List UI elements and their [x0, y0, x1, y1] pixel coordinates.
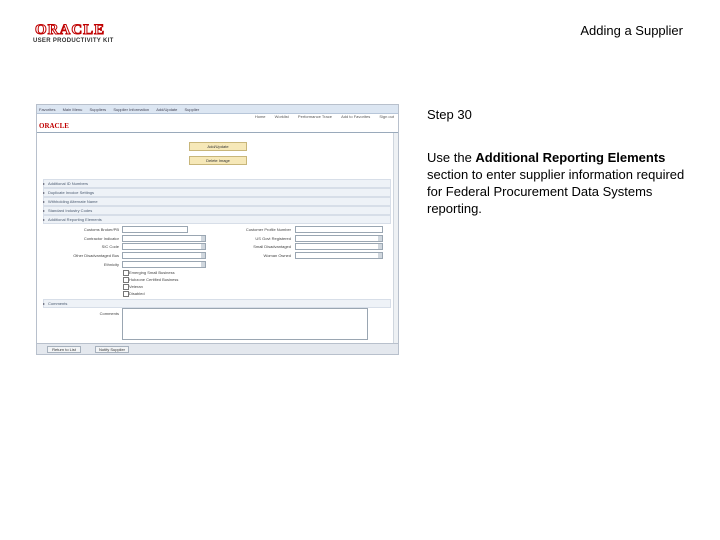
label-left: Contractor Indicator	[83, 236, 119, 241]
section-additional-reporting: ▸ Additional Reporting Elements	[43, 215, 391, 224]
oracle-logo-word: ORACLE	[35, 22, 106, 38]
screenshot-oracle-logo: ORACLE	[39, 122, 69, 130]
screenshot-select	[122, 261, 206, 268]
link-worklist: Worklist	[274, 114, 289, 119]
screenshot-field	[122, 226, 188, 233]
step-description	[427, 149, 689, 217]
nav-item: Supplier Information	[113, 107, 150, 112]
screenshot-bottom-bar	[37, 343, 398, 354]
nav-item: Supplier	[184, 107, 200, 112]
screenshot-breadcrumb-nav	[37, 105, 398, 114]
label-right: US Govt Registered	[255, 236, 291, 241]
section-comments: ▸ Comments	[43, 299, 391, 308]
screenshot-scrollbar	[393, 133, 398, 344]
screenshot-divider	[37, 132, 398, 133]
step-title: Step 30	[427, 107, 472, 122]
screenshot-select	[122, 252, 206, 259]
screenshot-comments-box	[122, 308, 368, 340]
label-left: Ethnicity	[103, 262, 119, 267]
section-additional-id: ▸ Additional ID Numbers	[43, 179, 391, 188]
checkbox-label: Emerging Small Business	[129, 270, 175, 275]
link-home: Home	[254, 114, 266, 119]
checkbox-label: Disabled	[129, 291, 145, 296]
application-screenshot	[36, 104, 399, 355]
nav-item: Main Menu	[62, 107, 83, 112]
section-industry-codes: ▸ Standard Industry Codes	[43, 206, 391, 215]
screenshot-select	[122, 235, 206, 242]
screenshot-select	[295, 243, 383, 250]
screenshot-bottom-button: Notify Supplier	[95, 346, 129, 353]
screenshot-select	[295, 252, 383, 259]
screenshot-button-delete: Delete Image	[189, 156, 247, 165]
section-duplicate-invoice: ▸ Duplicate Invoice Settings	[43, 188, 391, 197]
screenshot-button-addupdate: Add/Update	[189, 142, 247, 151]
nav-item: Suppliers	[89, 107, 107, 112]
checkbox-label: Hubzone Certified Business	[129, 277, 179, 282]
checkbox-label: Veteran	[129, 284, 143, 289]
nav-item: Favorites	[39, 107, 56, 112]
label-left: Customs Broker/PB	[83, 227, 119, 232]
screenshot-bottom-button: Return to List	[47, 346, 81, 353]
nav-item: Add/Update	[156, 107, 178, 112]
label-right: Woman Owned	[263, 253, 291, 258]
label-right: Customer Profile Number	[245, 227, 291, 232]
oracle-upk-logo	[33, 22, 133, 50]
upk-logo-subtitle: USER PRODUCTIVITY KIT	[33, 38, 114, 44]
screenshot-select	[122, 243, 206, 250]
link-signout: Sign out	[379, 114, 394, 119]
section-withholding: ▸ Withholding Alternate Name	[43, 197, 391, 206]
label-left: Other Disadvantaged Bus	[73, 253, 119, 258]
screenshot-field	[295, 226, 383, 233]
link-trace: Performance Trace	[297, 114, 332, 119]
screenshot-header-links	[247, 114, 394, 121]
label-left: SIC Code	[101, 244, 119, 249]
screenshot-select	[295, 235, 383, 242]
document-title: Adding a Supplier	[580, 23, 683, 38]
link-favorites: Add to Favorites	[341, 114, 371, 119]
step-text-suffix: section to enter supplier information required for Federal Procurement Data Systems reporting.	[427, 167, 685, 216]
comments-label: Comments	[99, 311, 119, 316]
step-text-prefix: Use the	[427, 150, 476, 165]
step-text-bold: Additional Reporting Elements	[475, 150, 666, 165]
label-right: Small Disadvantaged	[253, 244, 291, 249]
